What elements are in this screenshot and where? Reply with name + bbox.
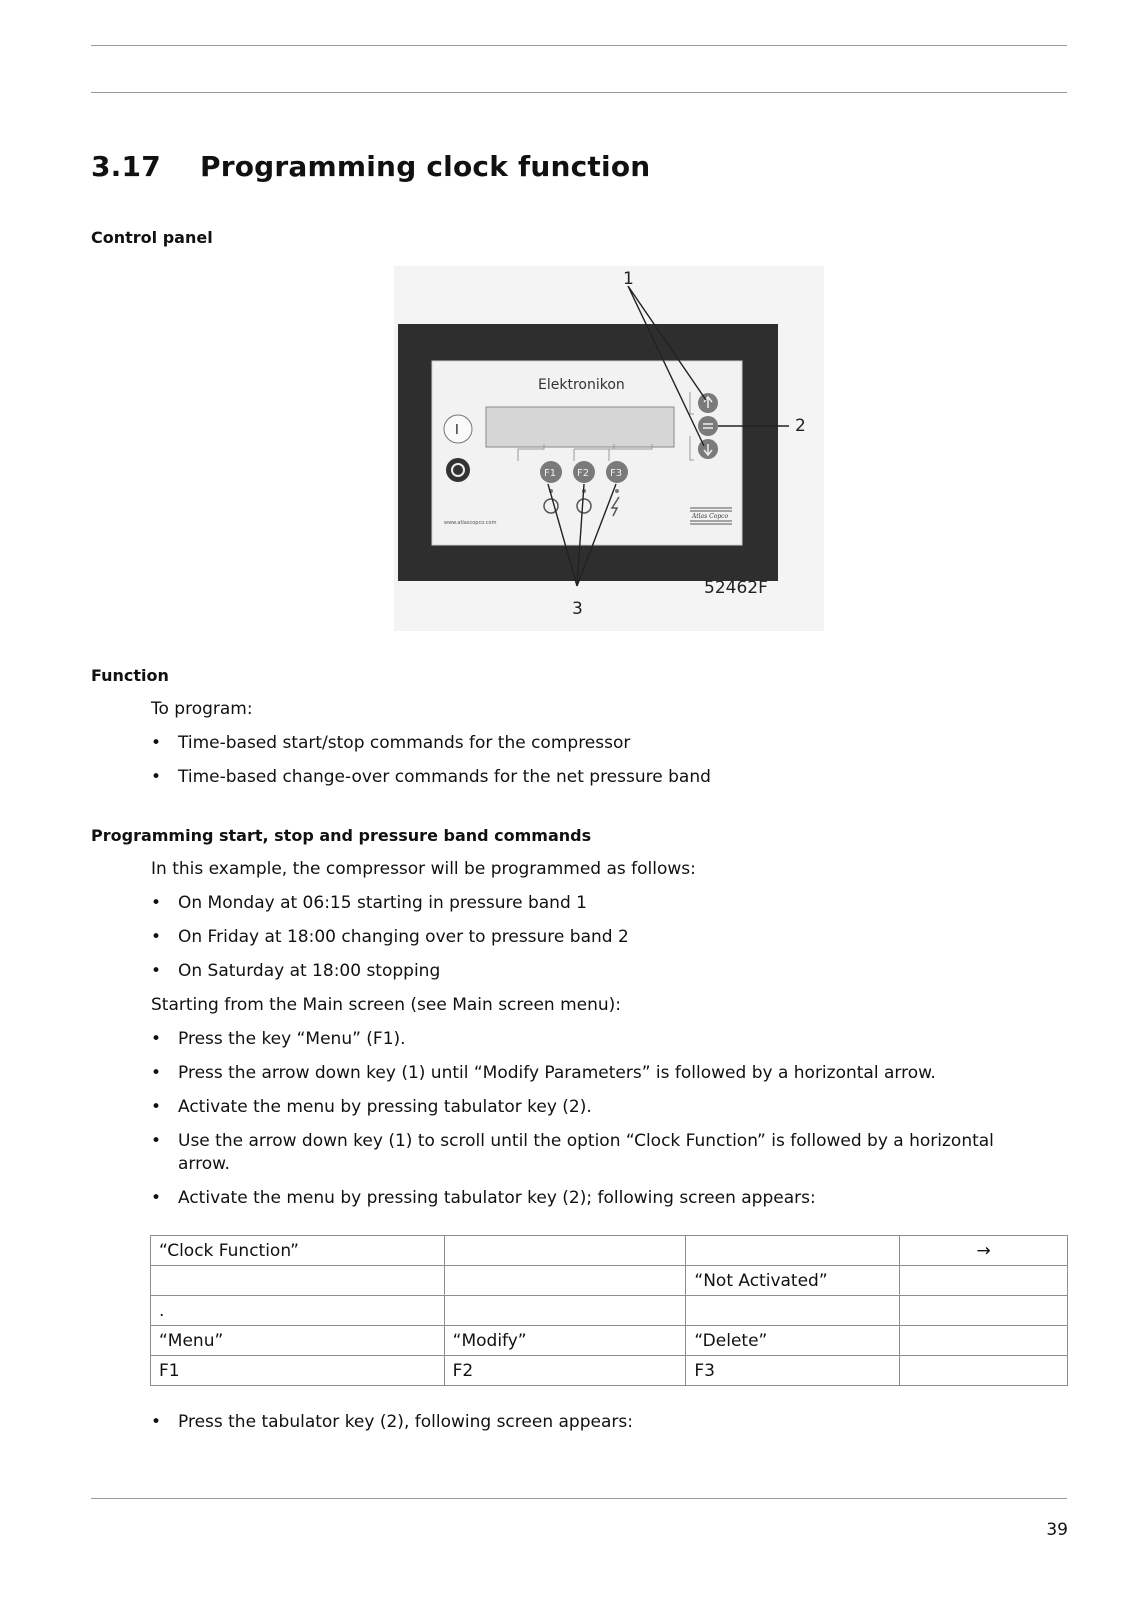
table-row: [151, 1326, 1068, 1356]
example-bullet: [151, 926, 1051, 949]
bullet-text: On Monday at 06:15 starting in pressure band 1: [178, 893, 587, 913]
display-window: [486, 407, 674, 447]
final-step-bullet: [151, 1411, 1051, 1434]
arrow-right-icon: →: [900, 1236, 1068, 1266]
table-cell: [686, 1236, 900, 1266]
example-bullet: [151, 960, 1051, 983]
table-row: [151, 1266, 1068, 1296]
control-panel-figure: [394, 266, 824, 631]
step-bullet: [151, 1187, 1051, 1210]
table-cell: F3: [686, 1356, 900, 1386]
table-cell: [900, 1266, 1068, 1296]
page-number: 39: [1046, 1520, 1068, 1540]
function-heading: Function: [91, 666, 169, 685]
bullet-dot: •: [151, 1097, 162, 1117]
bullet-text: On Friday at 18:00 changing over to pressure band 2: [178, 927, 629, 947]
table-cell: F2: [444, 1356, 686, 1386]
step-bullet: [151, 1028, 1051, 1051]
table-row: [151, 1356, 1068, 1386]
table-cell: [900, 1356, 1068, 1386]
table-cell: “Clock Function”: [151, 1236, 445, 1266]
table-cell: “Menu”: [151, 1326, 445, 1356]
table-cell: [900, 1296, 1068, 1326]
programming-intro: In this example, the compressor will be programmed as follows:: [151, 859, 696, 879]
programming-heading: Programming start, stop and pressure band commands: [91, 826, 592, 845]
bullet-text: Press the tabulator key (2), following screen appears:: [178, 1412, 633, 1432]
tab-key: [698, 416, 718, 436]
function-intro: To program:: [151, 699, 253, 719]
table-cell: [444, 1296, 686, 1326]
bullet-text: Press the arrow down key (1) until “Modify Parameters” is followed by a horizontal arrow.: [178, 1063, 936, 1083]
table-cell: [444, 1266, 686, 1296]
header-rule-top: [91, 45, 1067, 46]
header-rule-bottom: [91, 92, 1067, 93]
start-key-label: I: [455, 423, 459, 438]
function-bullet: [151, 766, 1051, 789]
table-cell: “Delete”: [686, 1326, 900, 1356]
callout-2: 2: [795, 416, 806, 436]
table-row: [151, 1236, 1068, 1266]
bullet-text: Activate the menu by pressing tabulator key (2).: [178, 1097, 592, 1117]
led-dot-3: [615, 489, 619, 493]
bullet-text: Use the arrow down key (1) to scroll until the option “Clock Function” is followed by a horizontal arrow.: [178, 1131, 994, 1174]
table-cell: [151, 1266, 445, 1296]
f2-key-label: F2: [577, 468, 590, 479]
step-bullet: [151, 1062, 1051, 1085]
table-row: [151, 1296, 1068, 1326]
step-bullet: [151, 1096, 1051, 1119]
section-number: 3.17: [91, 150, 161, 183]
f1-key-label: F1: [544, 468, 557, 479]
function-bullet: [151, 732, 1051, 755]
bullet-dot: •: [151, 1412, 162, 1432]
example-bullet: [151, 892, 1051, 915]
callout-1: 1: [623, 269, 634, 289]
bullet-text: Time-based start/stop commands for the compressor: [178, 733, 631, 753]
bullet-dot: •: [151, 961, 162, 981]
bullet-text: Press the key “Menu” (F1).: [178, 1029, 406, 1049]
bullet-text: On Saturday at 18:00 stopping: [178, 961, 441, 981]
footer-rule: [91, 1498, 1067, 1499]
bullet-text: Time-based change-over commands for the net pressure band: [178, 767, 711, 787]
step-bullet: [151, 1130, 1051, 1176]
bullet-dot: •: [151, 1063, 162, 1083]
website-label: www.atlascopco.com: [444, 520, 497, 526]
stop-button: [446, 458, 470, 482]
section-heading: [91, 150, 650, 183]
callout-3: 3: [572, 599, 583, 619]
bullet-dot: •: [151, 733, 162, 753]
starting-text: Starting from the Main screen (see Main screen menu):: [151, 995, 622, 1015]
brand-label: Elektronikon: [538, 377, 625, 393]
table-cell: [900, 1326, 1068, 1356]
f3-key-label: F3: [610, 468, 623, 479]
atlas-copco-logo: Atlas Copco: [692, 513, 729, 520]
table-cell: [686, 1296, 900, 1326]
table-cell: .: [151, 1296, 445, 1326]
section-title: Programming clock function: [200, 150, 651, 183]
table-cell: [444, 1236, 686, 1266]
table-cell: F1: [151, 1356, 445, 1386]
table-cell: “Modify”: [444, 1326, 686, 1356]
table-cell: “Not Activated”: [686, 1266, 900, 1296]
control-panel-heading: Control panel: [91, 228, 213, 247]
bullet-dot: •: [151, 1131, 162, 1151]
screen-table: [150, 1235, 1068, 1386]
bullet-text: Activate the menu by pressing tabulator key (2); following screen appears:: [178, 1188, 816, 1208]
bullet-dot: •: [151, 927, 162, 947]
bullet-dot: •: [151, 767, 162, 787]
bullet-dot: •: [151, 1029, 162, 1049]
bullet-dot: •: [151, 1188, 162, 1208]
figure-code: 52462F: [704, 578, 768, 598]
bullet-dot: •: [151, 893, 162, 913]
